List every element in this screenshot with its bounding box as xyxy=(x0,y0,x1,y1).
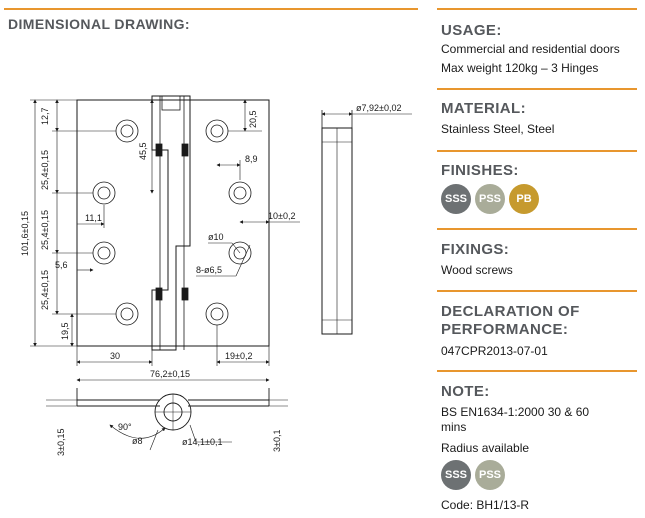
dim-101-6: 101,6±0,15 xyxy=(20,211,30,256)
pin-side-view xyxy=(322,110,412,334)
dim-11-1: 11,1 xyxy=(85,213,102,223)
dim-angle90: 90° xyxy=(118,422,132,432)
screw-holes xyxy=(93,120,251,325)
finish-badge-sss: SSS xyxy=(441,184,471,214)
dim-45-5: 45,5 xyxy=(138,142,148,160)
dim-25-4-b: 25,4±0,15 xyxy=(40,210,50,250)
usage-line-1: Commercial and residential doors xyxy=(441,42,620,56)
dimension-lines xyxy=(30,100,300,366)
dim-25-4-c: 25,4±0,15 xyxy=(40,270,50,310)
declaration-title-1: DECLARATION OF xyxy=(441,303,580,320)
note-badge-pss: PSS xyxy=(475,460,505,490)
note-line-2: mins xyxy=(441,420,467,434)
material-title: MATERIAL: xyxy=(441,100,526,117)
dim-5-6: 5,6 xyxy=(55,260,68,270)
note-line-3: Radius available xyxy=(441,441,530,455)
hinge-leaf-outline xyxy=(77,100,269,346)
dim-pin-dia: ø7,92±0,02 xyxy=(356,103,402,113)
dim-19-5: 19,5 xyxy=(60,322,70,340)
rule-note xyxy=(437,370,637,372)
dim-19-02: 19±0,2 xyxy=(225,351,253,361)
note-badge-sss: SSS xyxy=(441,460,471,490)
dim-phi10: ø10 xyxy=(208,232,224,242)
hinge-top-view xyxy=(46,380,288,450)
dim-30: 30 xyxy=(110,351,121,361)
fixings-title: FIXINGS: xyxy=(441,241,510,258)
fixings-line-1: Wood screws xyxy=(441,263,513,277)
dim-10-02: 10±0,2 xyxy=(268,211,296,221)
hinge-knuckle xyxy=(152,96,190,350)
declaration-line-1: 047CPR2013-07-01 xyxy=(441,344,548,358)
bearing-blocks xyxy=(156,144,188,300)
usage-title: USAGE: xyxy=(441,22,502,39)
dim-phi14: ø14,1±0,1 xyxy=(182,437,223,447)
dim-76-2: 76,2±0,15 xyxy=(150,369,190,379)
dim-3-015: 3±0,15 xyxy=(56,428,66,456)
finish-badge-pss: PSS xyxy=(475,184,505,214)
note-line-1: BS EN1634-1:2000 30 & 60 xyxy=(441,405,590,419)
rule-material xyxy=(437,88,637,90)
rule-fixings xyxy=(437,228,637,230)
dim-8-9: 8,9 xyxy=(245,154,258,164)
finish-badge-pb: PB xyxy=(509,184,539,214)
rule-declaration xyxy=(437,290,637,292)
dim-phi8: ø8 xyxy=(132,436,143,446)
dim-20-5: 20,5 xyxy=(248,110,258,128)
dim-12-7: 12,7 xyxy=(40,107,50,125)
dimensional-drawing-heading: DIMENSIONAL DRAWING: xyxy=(8,16,190,32)
material-line-1: Stainless Steel, Steel xyxy=(441,122,555,136)
product-code: Code: BH1/13-R xyxy=(441,498,530,512)
declaration-title-2: PERFORMANCE: xyxy=(441,321,569,338)
dim-3-01: 3±0,1 xyxy=(272,429,282,452)
dim-holes: 8-ø6,5 xyxy=(196,265,223,275)
dim-25-4-a: 25,4±0,15 xyxy=(40,150,50,190)
usage-line-2: Max weight 120kg – 3 Hinges xyxy=(441,61,599,75)
rule-usage xyxy=(437,8,637,10)
finishes-title: FINISHES: xyxy=(441,162,519,179)
rule-finishes xyxy=(437,150,637,152)
note-title: NOTE: xyxy=(441,383,490,400)
